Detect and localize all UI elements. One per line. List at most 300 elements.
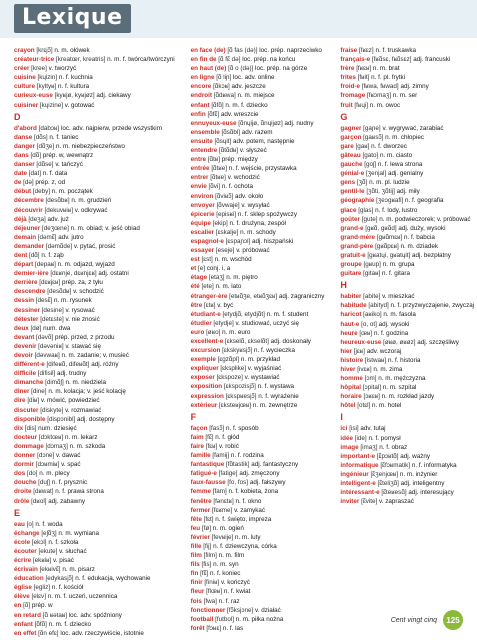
- entry-translation: n. m. rysunek: [54, 297, 92, 305]
- entry-headword: docteur: [14, 433, 38, 441]
- lexicon-entry: [191, 192, 325, 201]
- lexicon-entry: [340, 488, 474, 497]
- lexicon-entry: [14, 387, 175, 396]
- entry-headword: intéressant-e: [340, 489, 380, 497]
- lexicon-entry: [14, 406, 175, 415]
- entry-translation: n. m. syn: [213, 561, 239, 569]
- entry-translation: n. f. data: [42, 170, 68, 178]
- lexicon-entry: [14, 296, 175, 305]
- entry-headword: envie: [190, 183, 207, 191]
- lexicon-entry: [14, 424, 175, 433]
- entry-pronunciation: [istwaʁ]: [364, 356, 387, 364]
- page-title: Lexique: [14, 4, 131, 33]
- entry-headword: douche: [14, 479, 37, 487]
- entry-translation: n. m. rozkład jazdy: [381, 393, 435, 401]
- entry-translation: n. m. plecy: [39, 470, 70, 478]
- lexicon-entry: [191, 451, 325, 460]
- entry-headword: en fin de: [190, 56, 217, 64]
- lexicon-entry: [191, 401, 325, 410]
- entry-pronunciation: [gute]: [361, 215, 378, 223]
- entry-translation: n. m. pisarz: [62, 566, 95, 574]
- lexicon-entry: [14, 601, 175, 610]
- entry-translation: n. m. f. dziecko: [225, 101, 268, 109]
- lexicon-entry: [191, 319, 325, 328]
- entry-pronunciation: [ɔm]: [364, 375, 377, 383]
- entry-headword: est: [190, 256, 200, 264]
- entry-pronunciation: [egliz]: [33, 584, 51, 592]
- entry-pronunciation: [dɑ̃ʒe]: [36, 142, 55, 150]
- entry-translation: n. f. las: [222, 624, 244, 632]
- entry-headword: déjà: [14, 215, 27, 223]
- entry-headword: gentil-le: [340, 188, 365, 196]
- lexicon-entry: [191, 146, 325, 155]
- entry-pronunciation: [goʃ]: [364, 161, 377, 169]
- entry-translation: n. f. dworzec: [371, 142, 407, 150]
- entry-translation: v. działać: [255, 606, 281, 614]
- entry-pronunciation: [gʁup]: [363, 261, 381, 269]
- entry-pronunciation: [deby]: [32, 188, 51, 196]
- lexicon-entry: [14, 242, 175, 251]
- entry-translation: conj. i, a: [206, 265, 231, 273]
- entry-pronunciation: [ɛkselɑ̃, ɛkselɑ̃t]: [224, 338, 269, 345]
- entry-pronunciation: [ɑ̃fɛ̃]: [207, 110, 220, 118]
- lexicon-entry: [14, 487, 175, 496]
- entry-headword: derrière: [14, 279, 38, 287]
- entry-translation: n. m. wschód: [214, 256, 252, 264]
- entry-translation: n. f. przyzwyczajenie, zwyczaj: [390, 302, 475, 310]
- lexicon-entry: [191, 442, 325, 451]
- entry-pronunciation: [dat]: [28, 170, 41, 178]
- entry-headword: droite: [14, 488, 32, 496]
- lexicon-entry: [340, 55, 474, 64]
- entry-pronunciation: [ɑ̃tʁ]: [207, 156, 220, 164]
- lexicon-entry: [14, 287, 175, 296]
- entry-translation: prép. za, z tyłu: [61, 279, 103, 287]
- lexicon-entry: [191, 119, 325, 128]
- entry-headword: football: [190, 615, 214, 623]
- entry-pronunciation: [fɛʁme]: [212, 506, 233, 514]
- lexicon-entry: [14, 73, 175, 82]
- entry-translation: n. m. lato: [215, 283, 242, 291]
- entry-translation: v. odkrywać: [74, 206, 108, 214]
- lexicon-entry: [14, 360, 175, 369]
- entry-headword: créateur-trice: [14, 56, 55, 64]
- entry-pronunciation: [ete]: [201, 283, 214, 291]
- lexicon-entry: [14, 565, 175, 574]
- entry-pronunciation: [abite]: [363, 293, 381, 301]
- entry-headword: film: [190, 552, 202, 560]
- entry-headword: intelligent-e: [340, 480, 376, 488]
- entry-pronunciation: [difeʁɑ̃, difeʁɑ̃t]: [46, 361, 90, 369]
- lexicon-entry: [14, 378, 175, 387]
- entry-headword: habiter: [340, 293, 362, 301]
- lexicon-entry: [191, 551, 325, 560]
- entry-headword: fonctionner: [190, 606, 226, 614]
- entry-translation: adj. zimny: [400, 83, 429, 91]
- lexicon-entry: [191, 355, 325, 364]
- entry-headword: excellent-e: [190, 338, 224, 345]
- entry-translation: n. m. schody: [240, 228, 276, 236]
- entry-pronunciation: [ɛkspoze]: [216, 374, 243, 382]
- entry-headword: goûter: [340, 215, 361, 223]
- entry-headword: été: [190, 283, 200, 291]
- lexicon-entry: [14, 396, 175, 405]
- entry-headword: glace: [340, 206, 357, 214]
- entry-pronunciation: [də]: [23, 179, 34, 187]
- entry-translation: n. m. f. twórca/twórczyni: [107, 56, 175, 64]
- entry-translation: n. m. hotel: [372, 402, 402, 410]
- entry-translation: n. f. kobieta, żona: [228, 488, 279, 496]
- entry-headword: fleur: [190, 588, 205, 596]
- section-letter: D: [14, 111, 21, 122]
- entry-pronunciation: [ʒɑ̃]: [356, 179, 368, 187]
- lexicon-entry: [191, 310, 325, 319]
- entry-headword: important-e: [340, 452, 376, 460]
- entry-pronunciation: [dekuvʁiʁ]: [44, 206, 73, 214]
- entry-translation: adv. tutaj: [360, 425, 386, 433]
- entry-pronunciation: [dəvwaʁ]: [34, 352, 60, 359]
- lexicon-entry: [191, 228, 325, 237]
- entry-pronunciation: [fʁɑ̃sɛ, fʁɑ̃sɛz]: [371, 56, 412, 64]
- entry-headword: espagnol-e: [190, 237, 224, 245]
- lexicon-entry: [340, 187, 474, 196]
- entry-translation: adj. hiszpański: [252, 237, 294, 245]
- lexicon-entry: [191, 64, 325, 73]
- entry-pronunciation: [dispɔnibl]: [47, 415, 76, 423]
- entry-pronunciation: [ide]: [354, 434, 367, 442]
- lexicon-entry: [14, 178, 175, 187]
- entry-translation: adv. wczoraj: [366, 347, 402, 355]
- entry-translation: adv. około: [235, 192, 264, 200]
- entry-pronunciation: [ɑ̃sɑ̃bl]: [221, 128, 241, 136]
- lexicon-entry: [14, 333, 175, 342]
- entry-translation: v. nie znosić: [65, 315, 100, 323]
- lexicon-entry: [14, 451, 175, 460]
- lexicon-entry: [191, 264, 325, 273]
- entry-translation: n. f. babcia: [404, 233, 435, 241]
- entry-pronunciation: [kree]: [31, 65, 47, 73]
- entry-pronunciation: [aʁiko]: [363, 311, 382, 319]
- entry-pronunciation: [diskyte]: [40, 406, 64, 414]
- entry-pronunciation: [duʃ]: [38, 479, 51, 487]
- lexicon-entry: [340, 347, 474, 356]
- entry-pronunciation: [dɔktœʁ]: [38, 433, 64, 441]
- entry-headword: élève: [14, 593, 30, 601]
- lexicon-entry: [191, 328, 325, 337]
- entry-headword: envoyer: [190, 201, 215, 209]
- entry-headword: heure: [340, 329, 358, 337]
- lexicon-entry: [340, 452, 474, 461]
- entry-translation: v. kończyć: [221, 579, 250, 587]
- entry-translation: v. wysyłać: [241, 201, 270, 209]
- lexicon-entry: [191, 515, 325, 524]
- lexicon-entry: [340, 329, 474, 338]
- entry-headword: essayer: [190, 247, 215, 255]
- entry-headword: feu: [190, 524, 201, 532]
- entry-translation: v. schodzić: [73, 288, 104, 296]
- entry-pronunciation: [fasɔ̃]: [209, 424, 225, 432]
- entry-translation: n. f. święto, impreza: [215, 515, 272, 523]
- entry-translation: v. dawać: [56, 452, 81, 460]
- lexicon-entry: [14, 82, 175, 91]
- lexicon-entry: [191, 110, 325, 119]
- entry-pronunciation: [ekute]: [38, 547, 58, 555]
- entry-pronunciation: [fʁɔmaʒ]: [367, 92, 392, 100]
- entry-headword: devenir: [14, 342, 37, 350]
- lexicon-entry: [191, 201, 325, 210]
- lexicon-entry: [14, 196, 175, 205]
- entry-translation: n. f. woda: [35, 520, 63, 528]
- entry-translation: n. m. miejsce: [237, 92, 275, 100]
- entry-translation: n. m. zima: [373, 366, 403, 373]
- lexicon-entry: [14, 306, 175, 315]
- entry-pronunciation: [episʁi]: [216, 210, 237, 218]
- lexicon-entry: [340, 365, 474, 374]
- entry-headword: géographie: [340, 197, 375, 205]
- lexicon-entry: [191, 597, 325, 606]
- entry-headword: grand-e: [340, 224, 364, 232]
- entry-translation: v. mieszkać: [382, 293, 415, 301]
- entry-headword: exemple: [190, 356, 216, 364]
- entry-pronunciation: [ɑ̃ liɲ]: [216, 74, 232, 82]
- entry-translation: adj. różny: [91, 361, 119, 369]
- lexicon-entry: [340, 338, 474, 347]
- lexicon-entry: [14, 442, 175, 451]
- entry-pronunciation: [abityd]: [368, 302, 389, 310]
- entry-translation: num. dwa: [43, 324, 71, 332]
- entry-headword: histoire: [340, 356, 364, 364]
- lexicon-entry: [14, 46, 175, 55]
- entry-pronunciation: [krɛjɔ̃]: [36, 47, 53, 54]
- entry-headword: de: [14, 179, 22, 187]
- entry-translation: adv. jeszcze: [231, 83, 266, 91]
- entry-headword: écrivain: [14, 566, 38, 574]
- entry-translation: v. zapraszać: [379, 498, 414, 506]
- entry-headword: euro: [190, 328, 205, 336]
- entry-pronunciation: [ekip]: [212, 219, 228, 227]
- entry-pronunciation: [fɔ̃ksjɔne]: [227, 606, 254, 614]
- entry-pronunciation: [ekʁivɛ̃]: [39, 566, 61, 574]
- entry-headword: enfant: [190, 101, 210, 109]
- entry-pronunciation: [etydje]: [213, 319, 234, 327]
- lexicon-entry: [191, 615, 325, 624]
- lexicon-entry: [14, 629, 175, 638]
- entry-headword: devant: [14, 333, 35, 341]
- entry-headword: exposition: [190, 383, 223, 391]
- page-number-words: Cent vingt cinq: [390, 616, 437, 624]
- lexicon-entry: [191, 382, 325, 391]
- entry-translation: n. f. geografia: [405, 197, 444, 205]
- entry-headword: discuter: [14, 406, 39, 414]
- lexicon-entry: [191, 164, 325, 173]
- entry-translation: v. studiować, uczyć się: [235, 319, 300, 327]
- entry-translation: n. f. edukacja, wychowanie: [75, 575, 151, 583]
- entry-headword: début: [14, 188, 32, 196]
- lexicon-column-2: [190, 46, 325, 632]
- entry-pronunciation: [ɛ̃pɔʁtɑ̃]: [376, 452, 399, 460]
- entry-pronunciation: [etʁɑ̃ʒe, etʁɑ̃ʒɛʁ]: [229, 292, 278, 300]
- entry-pronunciation: [ivɛʁ]: [357, 366, 372, 373]
- entry-pronunciation: [gato]: [362, 151, 379, 159]
- entry-pronunciation: [ɛkspʁesjɔ̃]: [225, 392, 257, 400]
- entry-pronunciation: [kɥizine]: [39, 101, 64, 109]
- entry-pronunciation: [dɑ̃]: [29, 251, 40, 259]
- entry-translation: n. f. prysznic: [51, 479, 88, 487]
- lexicon-entry: [340, 497, 474, 506]
- entry-pronunciation: [famij]: [212, 452, 230, 460]
- entry-pronunciation: [ɛskalje]: [215, 228, 239, 236]
- entry-pronunciation: [ɛtʁ]: [203, 301, 216, 309]
- entry-translation: n. f. sklep spożywczy: [237, 210, 297, 218]
- lexicon-entry: [14, 269, 175, 278]
- entry-translation: n. f. koniec: [210, 570, 241, 578]
- entry-headword: ennuyeux-euse: [190, 119, 237, 127]
- entry-pronunciation: [film]: [203, 552, 217, 560]
- lexicon-entry: [191, 392, 325, 401]
- entry-pronunciation: [ɑ̃nɥijø, ɑ̃nɥijøz]: [238, 119, 283, 127]
- entry-translation: n. f. wyrażenie: [258, 392, 299, 400]
- entry-headword: crayon: [14, 47, 35, 54]
- entry-headword: épicerie: [190, 210, 215, 218]
- entry-translation: n. m. szpital: [382, 384, 417, 392]
- entry-headword: danse: [14, 133, 33, 141]
- entry-headword: garçon: [340, 133, 362, 141]
- entry-headword: dernier-ière: [14, 270, 49, 278]
- entry-translation: v. rozmawiać: [65, 406, 102, 414]
- lexicon-entry: [340, 224, 474, 233]
- entry-translation: v. wygrywać, zarabiać: [382, 124, 444, 132]
- lexicon-entry: [340, 242, 474, 251]
- entry-headword: étranger-ère: [190, 292, 228, 300]
- entry-headword: groupe: [340, 261, 362, 269]
- entry-headword: français-e: [340, 56, 371, 64]
- entry-headword: image: [340, 443, 359, 451]
- lexicon-entry: [14, 369, 175, 378]
- entry-pronunciation: [dine]: [31, 388, 47, 396]
- entry-translation: loc. prép. naprzeciwko: [259, 47, 322, 54]
- entry-headword: ensemble: [190, 128, 220, 136]
- entry-pronunciation: [o, ot]: [361, 320, 377, 328]
- entry-headword: froid-e: [340, 83, 361, 91]
- entry-translation: adv. potem, następnie: [233, 137, 295, 145]
- entry-pronunciation: [ɑ̃ o (də)]: [228, 65, 254, 73]
- entry-pronunciation: [futbol]: [215, 615, 235, 623]
- entry-headword: excursion: [190, 347, 221, 355]
- entry-headword: haricot: [340, 311, 362, 319]
- entry-pronunciation: [deʒœne]: [42, 224, 69, 232]
- page-header: [0, 0, 477, 38]
- entry-pronunciation: [øʁo]: [206, 328, 221, 336]
- entry-headword: famille: [190, 452, 211, 460]
- lexicon-entry: [14, 529, 175, 538]
- entry-translation: adj. fałszywy: [249, 479, 286, 487]
- entry-translation: adj. szczęśliwy: [417, 338, 459, 346]
- entry-headword: fils: [190, 561, 200, 569]
- entry-translation: n. f. wycieczka: [254, 347, 295, 355]
- entry-pronunciation: [gʁɑ̃, gʁɑ̃d]: [365, 224, 397, 232]
- entry-translation: n. f. wystawa: [257, 383, 294, 391]
- entry-pronunciation: [fɛ̃]: [205, 433, 214, 441]
- entry-pronunciation: [fwa]: [203, 597, 217, 605]
- entry-pronunciation: [gʁatɥi, gʁatɥit]: [367, 251, 411, 259]
- entry-pronunciation: [fij]: [203, 542, 212, 550]
- entry-pronunciation: [ɔʁɛʁ]: [363, 393, 380, 401]
- entry-headword: fenêtre: [190, 497, 212, 505]
- lexicon-entry: [14, 469, 175, 478]
- entry-pronunciation: [fɛt]: [203, 515, 214, 523]
- entry-translation: adj. genialny: [387, 170, 424, 178]
- lexicon-entry: [14, 187, 175, 196]
- entry-headword: culture: [14, 83, 35, 91]
- entry-pronunciation: [fənɛtʁ]: [213, 497, 234, 505]
- entry-translation: adj. fantastyczny: [251, 461, 299, 469]
- entry-pronunciation: [ɑ̃tʁe]: [211, 165, 227, 173]
- entry-headword: fête: [190, 515, 202, 523]
- entry-headword: heureux-euse: [340, 338, 382, 346]
- section-letter: G: [340, 111, 348, 122]
- lexicon-entry: [340, 479, 474, 488]
- entry-translation: n. f. drużyna, zespół: [229, 219, 286, 227]
- entry-translation: n. f. dziewczyna, córka: [213, 542, 277, 550]
- lexicon-entry: [14, 233, 175, 242]
- entry-translation: adj. zagraniczny: [278, 292, 325, 300]
- lexicon-entry: [14, 142, 175, 151]
- entry-translation: n. m. luty: [235, 533, 261, 541]
- entry-pronunciation: [dɑ̃]: [30, 151, 41, 159]
- entry-pronunciation: [ɛ̃teʁesɑ̃]: [381, 489, 407, 497]
- section-letter: H: [340, 280, 347, 291]
- entry-headword: différent-e: [14, 361, 45, 369]
- lexicon-entry: [14, 206, 175, 215]
- entry-headword: dessin: [14, 297, 34, 305]
- lexicon-entry: [191, 533, 325, 542]
- lexicon-entry: [14, 91, 175, 100]
- entry-translation: n. m. niebezpieczeństwo: [55, 142, 125, 150]
- entry-translation: n. m. lekarz: [65, 433, 98, 441]
- entry-headword: fermer: [190, 506, 211, 514]
- entry-pronunciation: [fis]: [201, 561, 212, 569]
- entry-translation: adj. ostatni: [98, 270, 129, 278]
- lexicon-entry: [340, 374, 474, 383]
- lexicon-entry: [14, 324, 175, 333]
- entry-pronunciation: [fʁɥi]: [354, 101, 368, 109]
- entry-pronunciation: [desine]: [41, 306, 64, 314]
- entry-translation: n. f. taniec: [49, 133, 79, 141]
- lexicon-entry: [191, 624, 325, 633]
- entry-headword: en ligne: [190, 74, 215, 82]
- entry-pronunciation: [dɑ̃se]: [36, 161, 54, 169]
- entry-pronunciation: [dis]: [24, 424, 37, 432]
- lexicon-entry: [340, 101, 474, 110]
- lexicon-entry: [340, 310, 474, 319]
- entry-headword: ici: [340, 425, 348, 433]
- entry-translation: n. f. ząb: [41, 251, 64, 259]
- lexicon-entry: [191, 255, 325, 264]
- entry-headword: eau: [14, 520, 25, 528]
- entry-headword: façon: [190, 424, 208, 432]
- entry-translation: n. f. kwiat: [223, 588, 251, 596]
- lexicon-entry: [340, 292, 474, 301]
- entry-headword: forêt: [190, 624, 205, 632]
- entry-pronunciation: [fatige]: [218, 470, 238, 478]
- entry-headword: dix: [14, 424, 24, 432]
- lexicon-entry: [340, 124, 474, 133]
- lexicon-entry: [340, 73, 474, 82]
- lexicon-entry: [14, 151, 175, 160]
- entry-translation: n. f. godzina: [373, 329, 409, 337]
- entry-translation: n. f. obraz: [379, 443, 408, 451]
- entry-translation: n. m. obiad; v. jeść obiad: [70, 224, 140, 232]
